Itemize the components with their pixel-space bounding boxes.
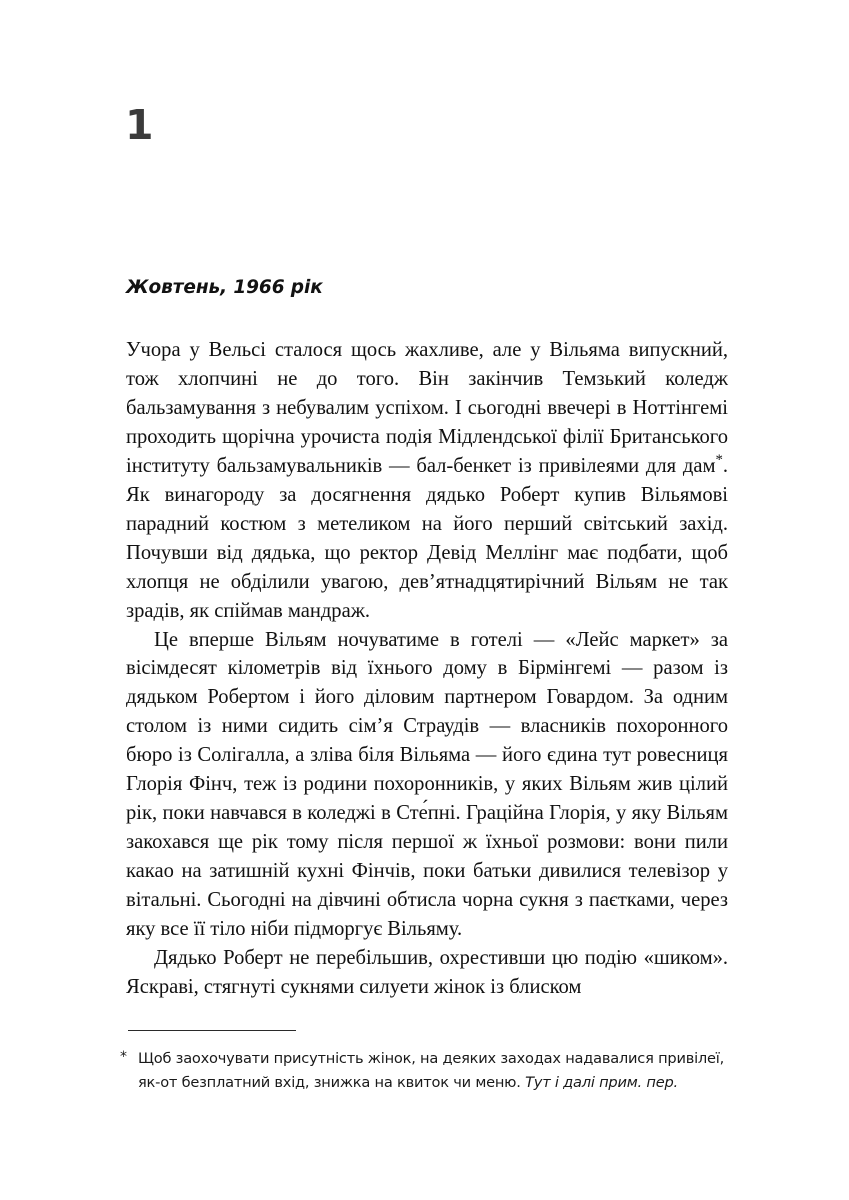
body-paragraph bbox=[126, 336, 728, 626]
paragraph-text-continued: . Як винагороду за досягнення дядько Роберт купив Вільямові парадний костюм з метеликом на його перший світський захід. Почувши від дядька, що ректор Девід Меллінг має подбати, щоб хлопця не обділили увагою, дев’ятнадцятирічний Вільям не так зрадів, як спіймав мандраж. bbox=[126, 454, 728, 622]
body-paragraph: Це вперше Вільям ночуватиме в готелі — «Лейс маркет» за вісімдесят кілометрів від їхнього дому в Бірмінгемі — разом із дядьком Робертом і його діловим партнером Говардом. За одним столом із ними сидить сім’я Страудів — власників похоронного бюро із Солігалла, а зліва біля Вільяма — його єдина тут ровесниця Глорія Фінч, теж із родини похоронників, у яких Вільям жив цілий рік, поки навчався в коледжі в Сте́пні. Граційна Глорія, у яку Вільям закохався ще рік тому після першої ж їхньої розмови: вони пили какао на затишній кухні Фінчів, поки батьки дивилися телевізор у вітальні. Сьогодні на дівчині обтисла чорна сукня з паєтками, через яку все її тіло ніби підморгує Вільяму. bbox=[126, 628, 728, 941]
footnote-separator-rule bbox=[128, 1030, 296, 1031]
footnote-text: Щоб заохочувати присутність жінок, на деяких заходах надавалися привілеї, як-от безплатний вхід, знижка на квиток чи меню. bbox=[138, 1050, 725, 1091]
footnote-item bbox=[120, 1047, 728, 1095]
body-paragraph: Дядько Роберт не перебільшив, охрестивши цю подію «шиком». Яскраві, стягнуті сукнями силуети жінок із блиском bbox=[126, 947, 728, 998]
paragraph-text: Учора у Вельсі сталося щось жахливе, але у Вільяма випускний, тож хлопчині не до того. Він закінчив Темзький коледж бальзамування з небувалим успіхом. І сьогодні ввечері в Ноттінгемі проходить щорічна урочиста подія Мідлендської філії Британського інституту бальзамувальників — бал-бенкет із привілеями для дам bbox=[126, 339, 728, 477]
footnote-block bbox=[120, 1030, 728, 1095]
chapter-number: 1 bbox=[125, 101, 154, 149]
section-date-heading: Жовтень, 1966 рік bbox=[126, 277, 323, 298]
footnote-source-note: Тут і далі прим. пер. bbox=[525, 1074, 678, 1091]
body-text-column bbox=[126, 336, 728, 1002]
footnote-reference-marker[interactable]: * bbox=[715, 451, 723, 468]
footnote-marker: * bbox=[120, 1049, 127, 1065]
